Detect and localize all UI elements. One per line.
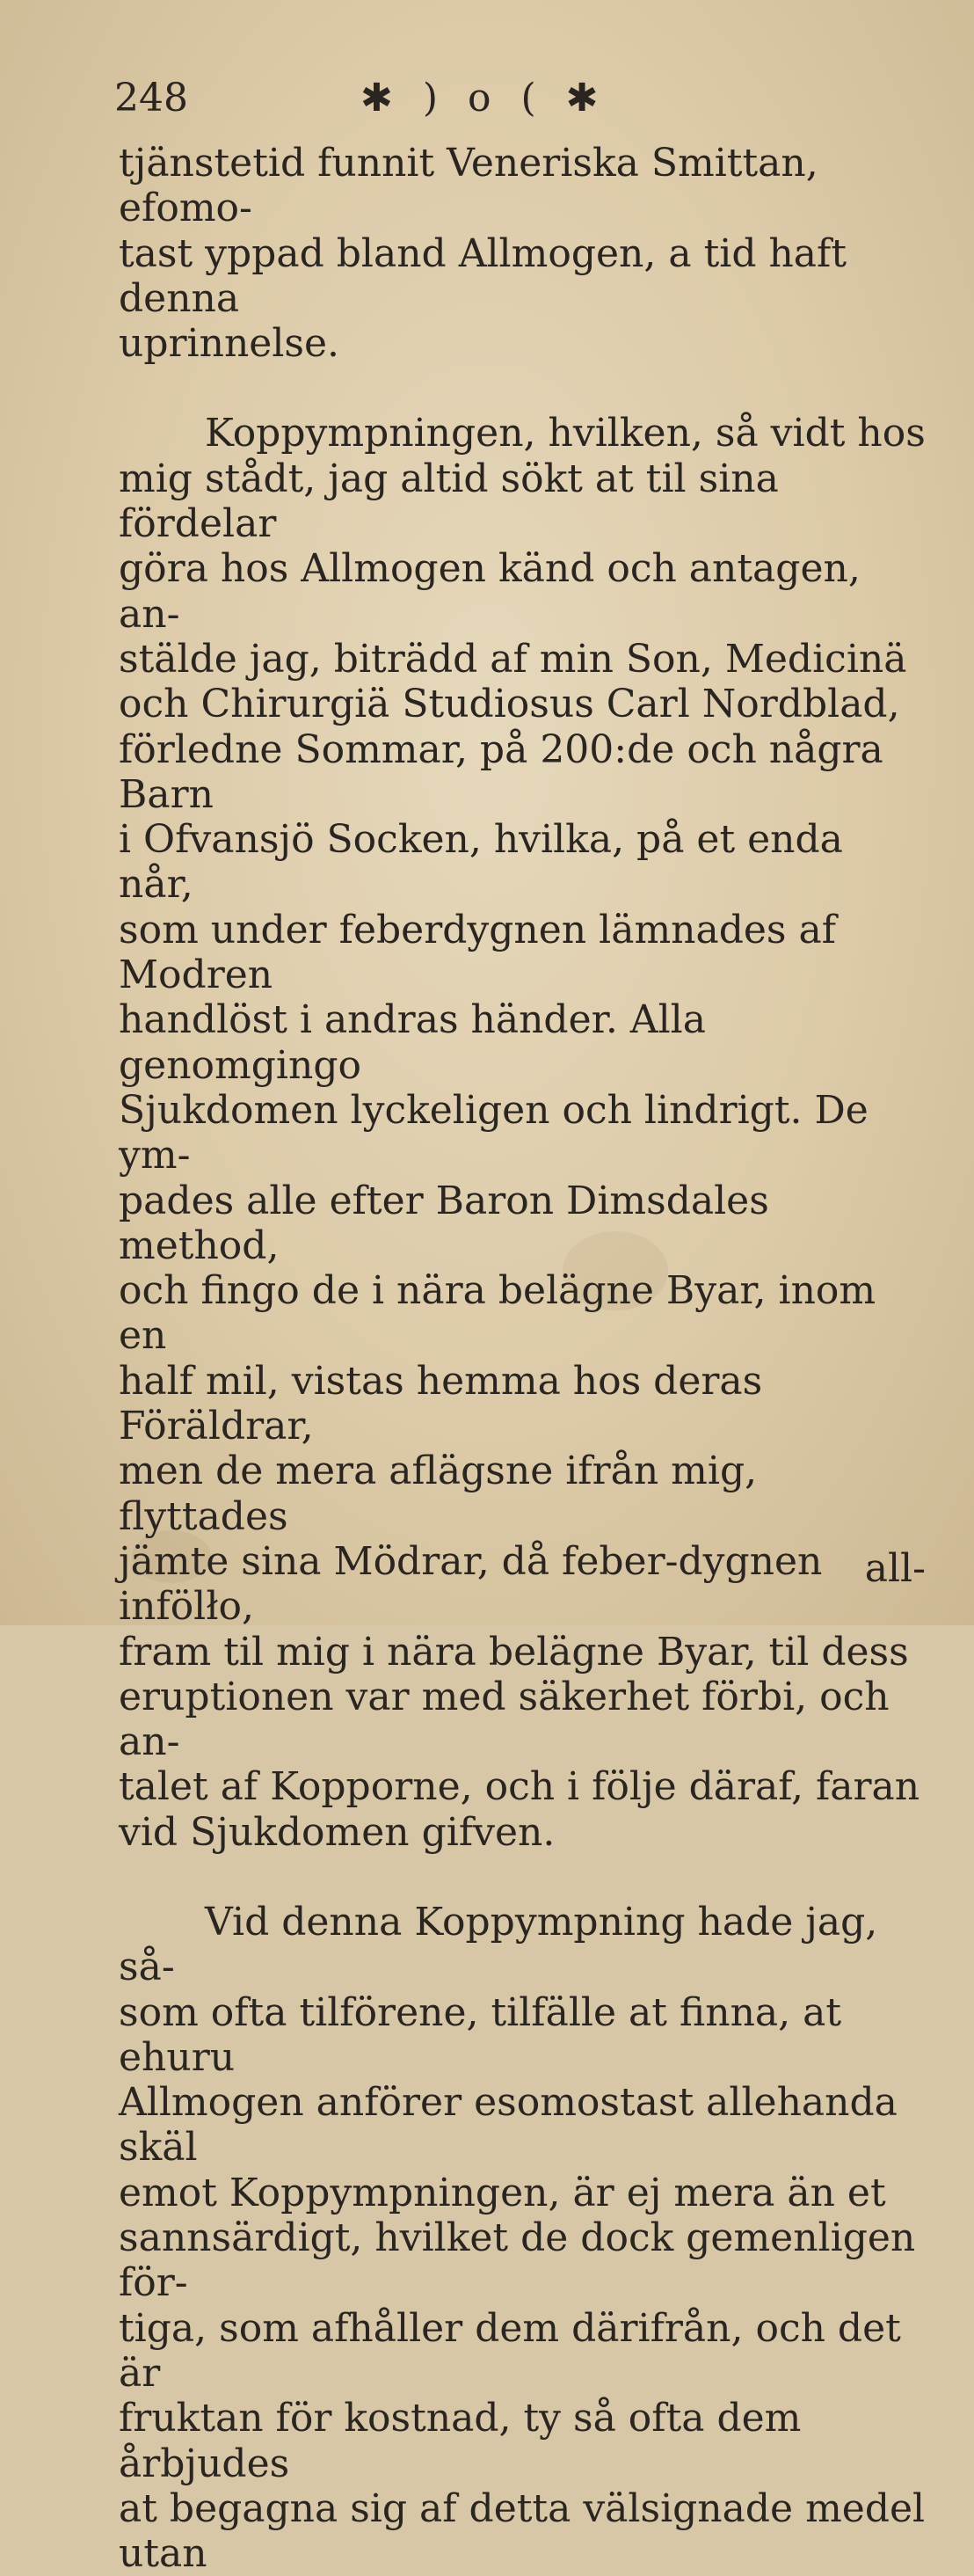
page-header (114, 76, 686, 128)
paragraph: Vid denna Koppympning hade jag, så- som ofta tilförene, tilfälle at finna, at ehuru Allmogen anförer esomostast allehanda skäl emot Koppympningen, är ej mera än et sannsärdigt, hvilket de dock gemenligen för- tiga, som afhåller dem därifrån, och det är fruktan för kostnad, ty så ofta dem årbjudes at begagna sig af detta välsignade medel utan (119, 1899, 926, 2576)
body-text (119, 141, 927, 2576)
catchword: all- (864, 1546, 926, 1591)
paragraph: tjänstetid funnit Veneriska Smittan, efomo- tast yppad bland Allmogen, a tid haft denna uprinnelse. (119, 141, 847, 367)
page-number: 248 (114, 76, 188, 120)
header-ornament: ✱ ) o ( ✱ (360, 76, 607, 120)
paragraph: Koppympningen, hvilken, så vidt hos mig stådt, jag altid sökt at til sina fördelar göra hos Allmogen känd och antagen, an- stälde jag, biträdd af min Son, Medicinä och Chirurgiä Studiosus Carl Nordblad, förledne Sommar, på 200:de och några Barn i Ofvansjö Socken, hvilka, på et enda når, som under feberdygnen lämnades af Modren handlöst i andras händer. Alla genomgingo Sjukdomen lyckeligen och lindrigt. De ym- pades alle efter Baron Dimsdales method, och fingo de i nära belägne Byar, inom en half mil, vistas hemma hos deras Föräldrar, men de mera aflägsne ifrån mig, flyttades jämte sina Mödrar, då feber-dygnen infölło, fram til mig i nära belägne Byar, til dess eruptionen var med säkerhet förbi, och an- talet af Kopporne, och i följe däraf, faran vid Sjukdomen gifven. (119, 411, 926, 1855)
